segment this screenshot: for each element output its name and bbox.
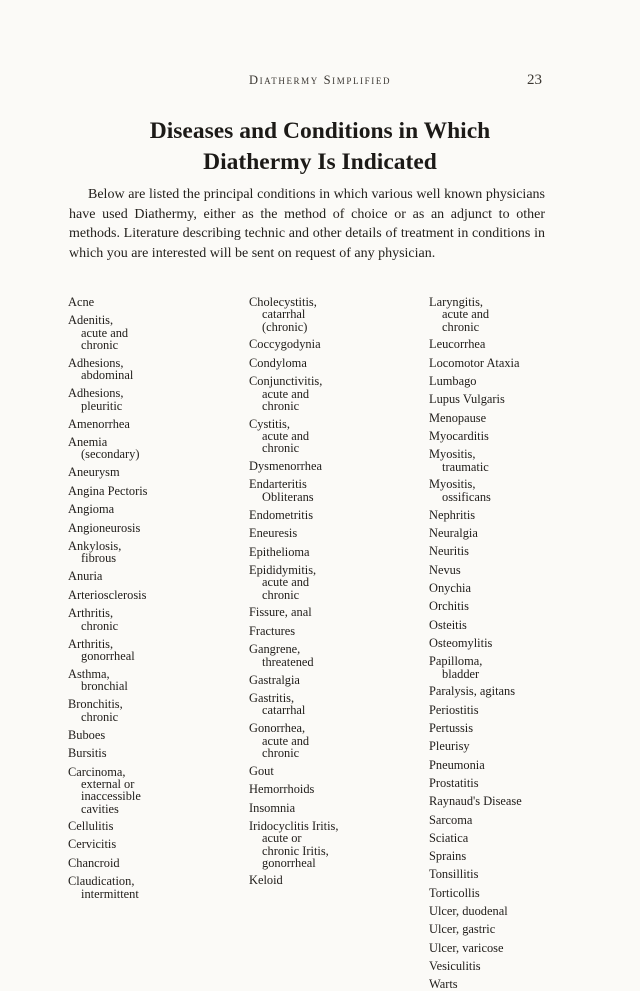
condition-name: Keloid [249, 873, 283, 888]
condition-item [249, 722, 309, 759]
condition-qualifier: chronic [262, 399, 300, 413]
condition-item [68, 570, 102, 582]
condition-name: Pertussis [429, 721, 474, 735]
condition-name: Conjunctivitis, [249, 374, 323, 389]
condition-name: Neuritis [429, 544, 469, 559]
condition-name: Ankylosis, [68, 539, 122, 553]
condition-qualifier: threatened [262, 654, 314, 669]
condition-item [68, 485, 148, 497]
condition-name: Gonorrhea, [249, 721, 306, 736]
condition-name: Coccygodynia [249, 337, 321, 352]
condition-item [249, 296, 317, 333]
condition-item [68, 540, 121, 565]
condition-item [68, 357, 133, 382]
condition-name: Tonsillitis [429, 867, 479, 882]
condition-item [429, 527, 478, 539]
condition-name: Angioneurosis [68, 520, 141, 535]
condition-name: Asthma, [68, 667, 110, 681]
condition-name: Menopause [429, 410, 487, 425]
condition-name: Angioma [68, 502, 115, 517]
condition-qualifier: chronic [262, 587, 300, 602]
condition-qualifier: acute and [262, 733, 310, 748]
condition-item [249, 478, 314, 503]
condition-name: Chancroid [68, 855, 120, 870]
condition-item [429, 722, 473, 734]
condition-name: Pleurisy [429, 739, 470, 754]
condition-item [249, 418, 309, 455]
condition-item [249, 606, 312, 618]
condition-name: Onychia [429, 580, 471, 595]
condition-qualifier: catarrhal [262, 307, 306, 322]
condition-item [429, 868, 478, 880]
condition-item [249, 874, 283, 886]
condition-name: Adhesions, [68, 355, 124, 370]
condition-item [68, 503, 114, 515]
condition-name: Adhesions, [68, 386, 124, 401]
condition-item [429, 832, 468, 844]
condition-name: Warts [429, 977, 458, 991]
condition-item [249, 509, 313, 521]
condition-qualifier: fibrous [81, 551, 117, 566]
condition-name: Acne [68, 295, 95, 309]
condition-item [429, 509, 475, 521]
condition-item [249, 643, 314, 668]
condition-qualifier: chronic [81, 338, 119, 353]
condition-qualifier: ossificans [442, 489, 491, 504]
condition-qualifier: chronic [81, 709, 119, 724]
condition-name: Endometritis [249, 507, 314, 522]
condition-item [249, 357, 307, 369]
condition-name: Lumbago [429, 373, 477, 388]
condition-item [429, 600, 469, 612]
condition-qualifier: gonorrheal [81, 649, 135, 663]
condition-item [429, 704, 479, 716]
condition-name: Endarteritis [249, 477, 307, 492]
condition-item [68, 436, 139, 461]
condition-name: Papilloma, [429, 654, 483, 669]
condition-item [429, 887, 480, 899]
condition-name: Eneuresis [249, 526, 298, 541]
condition-item [429, 637, 492, 649]
condition-item [429, 375, 477, 387]
condition-name: Buboes [68, 727, 106, 742]
condition-item [68, 314, 128, 351]
condition-name: Myocarditis [429, 428, 489, 443]
condition-item [249, 527, 297, 539]
condition-name: Nevus [429, 562, 461, 577]
condition-item [429, 850, 466, 862]
condition-name: Ulcer, duodenal [429, 904, 508, 918]
condition-name: Neuralgia [429, 526, 478, 540]
condition-name: Gout [249, 763, 274, 778]
condition-item [249, 546, 310, 558]
condition-name: Condyloma [249, 355, 307, 370]
condition-qualifier: acute and [262, 575, 310, 590]
condition-name: Arteriosclerosis [68, 587, 147, 602]
condition-item [429, 759, 485, 771]
condition-qualifier: chronic [442, 319, 480, 334]
condition-name: Locomotor Ataxia [429, 355, 520, 370]
condition-name: Vesiculitis [429, 958, 481, 973]
condition-name: Hemorrhoids [249, 782, 315, 797]
condition-name: Ulcer, varicose [429, 940, 504, 955]
condition-qualifier: chronic [81, 618, 119, 633]
condition-name: Epididymitis, [249, 563, 317, 577]
condition-name: Raynaud's Disease [429, 794, 522, 809]
condition-qualifier: external or [81, 777, 135, 791]
condition-item [429, 430, 489, 442]
condition-item [429, 412, 486, 424]
condition-name: Paralysis, agitans [429, 684, 516, 699]
running-head: Diathermy Simplified [248, 73, 392, 87]
condition-qualifier: chronic [262, 746, 300, 761]
condition-name: Pneumonia [429, 757, 485, 772]
condition-name: Amenorrhea [68, 416, 130, 431]
condition-qualifier: Obliterans [262, 489, 314, 504]
condition-name: Sarcoma [429, 812, 473, 827]
condition-name: Orchitis [429, 599, 469, 614]
condition-qualifier: acute and [262, 429, 310, 443]
condition-item [429, 795, 522, 807]
condition-name: Osteitis [429, 617, 467, 632]
condition-name: Gastralgia [249, 672, 300, 687]
condition-qualifier: chronic Iritis, [262, 843, 329, 858]
condition-item [249, 820, 338, 870]
condition-name: Carcinoma, [68, 764, 126, 779]
condition-item [249, 625, 295, 637]
condition-item [68, 729, 105, 741]
condition-item [68, 747, 107, 759]
condition-name: Nephritis [429, 507, 476, 522]
condition-item [68, 466, 120, 478]
condition-name: Lupus Vulgaris [429, 392, 505, 407]
condition-item [68, 698, 123, 723]
condition-item [429, 393, 505, 405]
condition-item [429, 582, 471, 594]
condition-name: Bronchitis, [68, 697, 123, 712]
condition-name: Cystitis, [249, 416, 290, 431]
condition-name: Angina Pectoris [68, 483, 148, 498]
condition-item [249, 765, 274, 777]
condition-name: Cholecystitis, [249, 295, 317, 309]
condition-name: Cellulitis [68, 819, 114, 833]
condition-qualifier: gonorrheal [262, 856, 316, 871]
condition-qualifier: (secondary) [81, 447, 140, 462]
condition-name: Fractures [249, 623, 296, 638]
condition-item [68, 296, 94, 308]
condition-item [68, 607, 118, 632]
condition-name: Adenitis, [68, 313, 114, 328]
condition-name: Insomnia [249, 800, 296, 815]
condition-item [429, 545, 469, 557]
condition-qualifier: inaccessible [81, 789, 141, 804]
condition-item [249, 674, 300, 686]
condition-item [249, 783, 314, 795]
condition-qualifier: cavities [81, 801, 119, 816]
page-title-line-2: Diathermy Is Indicated [203, 149, 437, 175]
condition-qualifier: bladder [442, 666, 480, 681]
condition-name: Anuria [68, 569, 103, 584]
condition-item [68, 522, 140, 534]
condition-qualifier: abdominal [81, 368, 134, 383]
condition-qualifier: traumatic [442, 459, 489, 474]
condition-name: Laryngitis, [429, 295, 484, 309]
condition-item [429, 960, 481, 972]
condition-qualifier: acute and [262, 386, 310, 401]
condition-item [249, 460, 322, 472]
condition-item [249, 802, 295, 814]
condition-name: Myositis, [429, 477, 476, 492]
condition-qualifier: chronic [262, 441, 300, 456]
condition-item [249, 338, 321, 350]
condition-name: Sciatica [429, 830, 469, 845]
condition-item [249, 692, 305, 717]
condition-item [429, 564, 461, 576]
condition-name: Ulcer, gastric [429, 922, 496, 937]
intro-paragraph: Below are listed the principal conditions in which various well known physicians have used Diathermy, either as the method of choice or as an adjunct to other methods. Literature describing technic and other details of treatment in conditions in which you are interested will be sent on request of any physician. [69, 187, 545, 261]
condition-name: Aneurysm [68, 465, 120, 480]
condition-name: Fissure, anal [249, 605, 312, 620]
page-title-line-1: Diseases and Conditions in Which [149, 118, 491, 144]
condition-name: Osteomylitis [429, 635, 493, 650]
condition-name: Cervicitis [68, 837, 117, 852]
condition-item [68, 638, 135, 663]
condition-item [429, 655, 482, 680]
condition-item [68, 766, 141, 816]
condition-qualifier: intermittent [81, 886, 139, 901]
condition-qualifier: pleuritic [81, 398, 123, 413]
condition-item [429, 740, 470, 752]
condition-item [249, 375, 322, 412]
condition-name: Myositis, [429, 447, 476, 462]
condition-name: Torticollis [429, 885, 480, 900]
condition-name: Bursitis [68, 746, 107, 761]
condition-item [429, 619, 467, 631]
condition-item [429, 448, 489, 473]
condition-name: Epithelioma [249, 544, 310, 559]
condition-item [429, 357, 520, 369]
condition-name: Periostitis [429, 702, 479, 717]
condition-name: Arthritis, [68, 606, 114, 621]
page-number: 23 [527, 72, 542, 88]
condition-name: Gangrene, [249, 642, 301, 657]
condition-item [68, 668, 128, 693]
condition-item [429, 296, 489, 333]
condition-qualifier: catarrhal [262, 703, 306, 718]
condition-name: Arthritis, [68, 636, 114, 651]
condition-name: Anemia [68, 435, 108, 449]
condition-item [429, 923, 495, 935]
condition-item [429, 338, 485, 350]
condition-item [429, 978, 458, 990]
condition-item [429, 777, 479, 789]
condition-name: Claudication, [68, 874, 135, 889]
condition-item [68, 387, 123, 412]
page-title [60, 116, 580, 178]
condition-qualifier: acute and [81, 325, 129, 340]
condition-item [68, 857, 120, 869]
condition-item [68, 875, 139, 900]
condition-qualifier: (chronic) [262, 319, 308, 334]
condition-name: Sprains [429, 849, 467, 864]
condition-item [429, 942, 504, 954]
condition-name: Dysmenorrhea [249, 459, 322, 473]
condition-item [68, 589, 146, 601]
condition-name: Iridocyclitis Iritis, [249, 819, 339, 833]
condition-name: Prostatitis [429, 775, 479, 790]
condition-item [68, 820, 113, 832]
condition-name: Gastritis, [249, 691, 295, 705]
condition-item [429, 905, 508, 917]
condition-name: Leucorrhea [429, 337, 486, 352]
condition-item [68, 418, 130, 430]
condition-item [429, 685, 515, 697]
condition-item [249, 564, 316, 601]
condition-item [429, 478, 491, 503]
condition-qualifier: bronchial [81, 679, 128, 694]
condition-qualifier: acute or [262, 831, 302, 846]
condition-qualifier: acute and [442, 307, 490, 322]
condition-item [68, 838, 116, 850]
condition-item [429, 814, 472, 826]
